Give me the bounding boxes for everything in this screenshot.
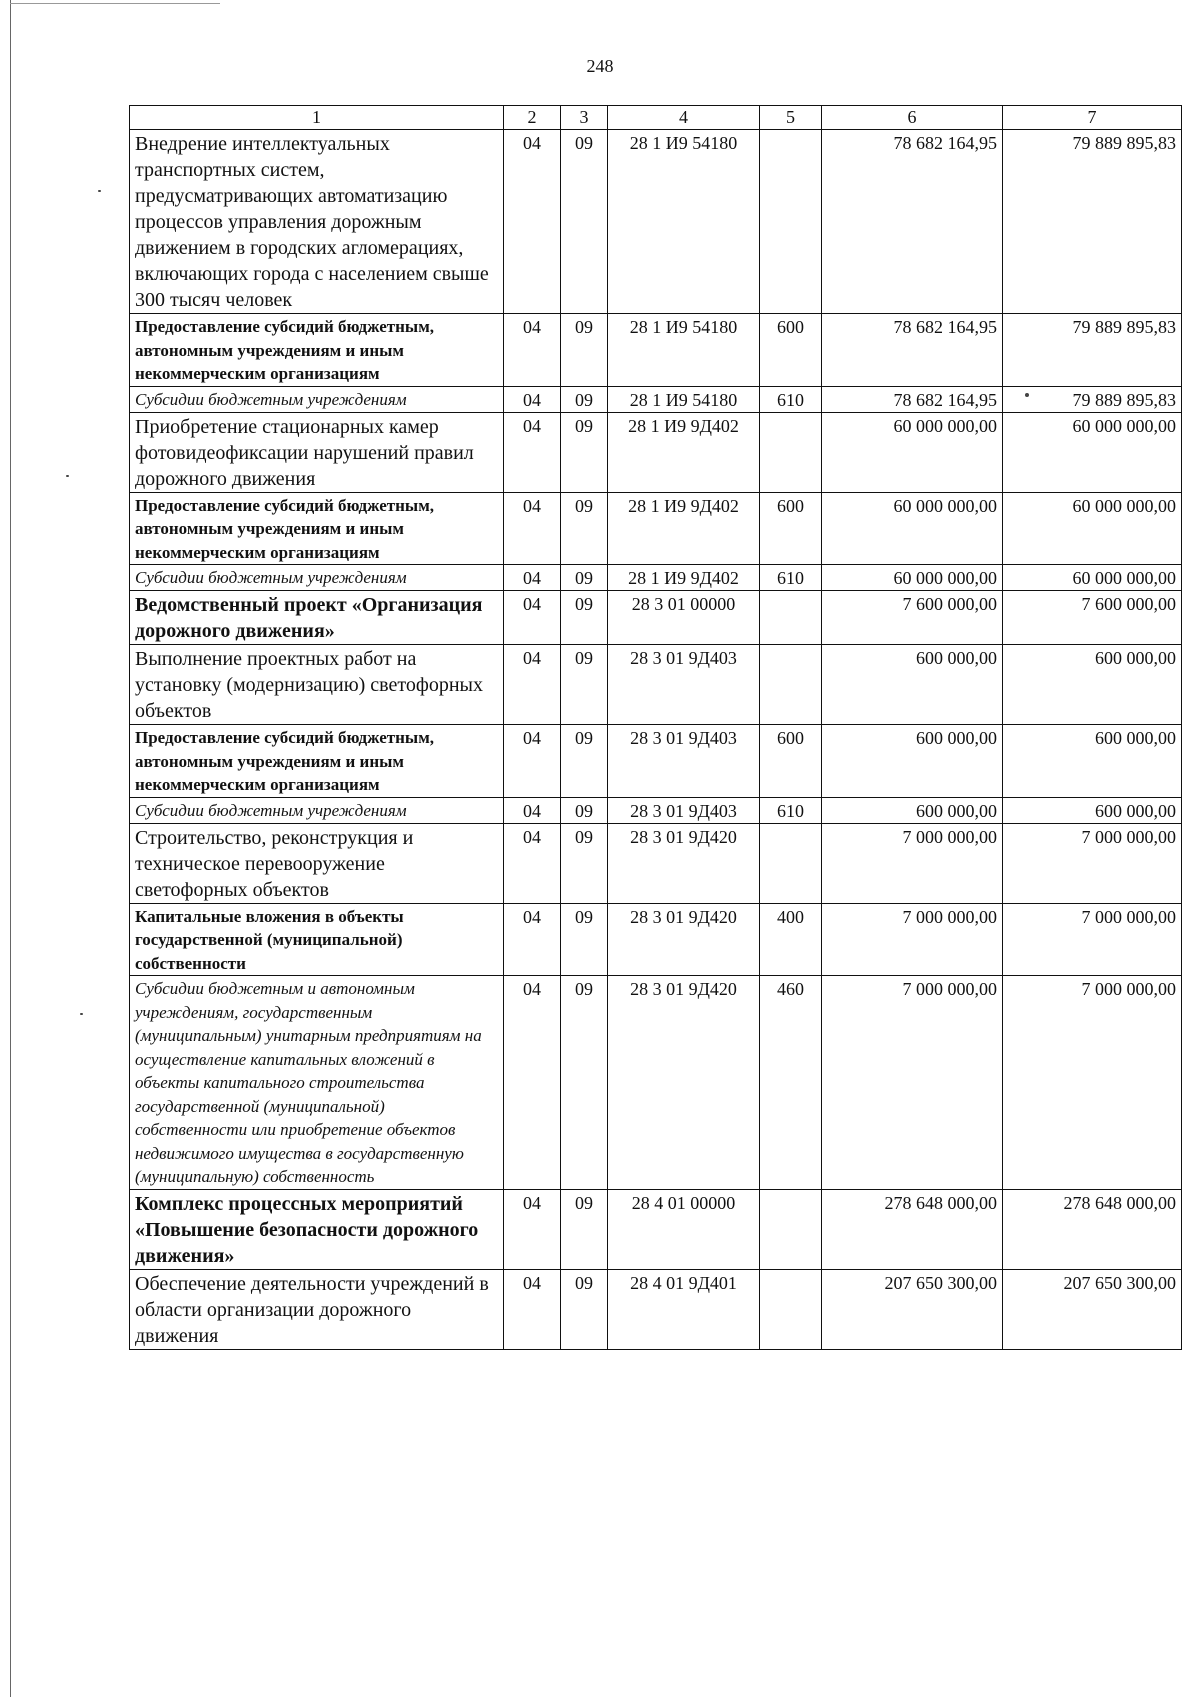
row-amount-2: 60 000 000,00 <box>1003 565 1182 591</box>
row-name: Внедрение интеллектуальных транспортных систем, предусматривающих автоматизацию процессов управления дорожным движением в городских агломерациях, включающих города с населением свыше 300 тысяч человек <box>130 130 504 314</box>
column-header-5: 5 <box>760 106 822 130</box>
row-subsection: 09 <box>561 314 608 387</box>
table-row <box>130 976 1182 1190</box>
row-target-code: 28 1 И9 9Д402 <box>608 412 760 492</box>
row-amount-2: 7 000 000,00 <box>1003 823 1182 903</box>
row-amount-1: 78 682 164,95 <box>822 314 1003 387</box>
row-expense-type: 600 <box>760 492 822 565</box>
row-amount-1: 278 648 000,00 <box>822 1189 1003 1269</box>
page-number: 248 <box>586 56 614 76</box>
row-target-code: 28 3 01 9Д420 <box>608 823 760 903</box>
row-amount-1: 60 000 000,00 <box>822 492 1003 565</box>
row-amount-2: 278 648 000,00 <box>1003 1189 1182 1269</box>
row-amount-1: 78 682 164,95 <box>822 130 1003 314</box>
row-amount-1: 7 600 000,00 <box>822 591 1003 645</box>
row-expense-type: 610 <box>760 565 822 591</box>
scan-top-edge-line <box>10 3 220 4</box>
row-name: Субсидии бюджетным и автономным учреждениям, государственным (муниципальным) унитарным предприятиям на осуществление капитальных вложений в объекты капитального строительства государственной (муниципальной) собственности или приобретение объектов недвижимого имущества в государственную (муниципальную) собственность <box>130 976 504 1190</box>
row-subsection: 09 <box>561 386 608 412</box>
row-target-code: 28 3 01 9Д403 <box>608 797 760 823</box>
row-target-code: 28 4 01 9Д401 <box>608 1269 760 1349</box>
row-amount-1: 78 682 164,95 <box>822 386 1003 412</box>
row-subsection: 09 <box>561 903 608 976</box>
table-row <box>130 797 1182 823</box>
table-row <box>130 412 1182 492</box>
row-amount-1: 7 000 000,00 <box>822 823 1003 903</box>
row-expense-type <box>760 645 822 725</box>
row-section: 04 <box>504 591 561 645</box>
row-name: Ведомственный проект «Организация дорожного движения» <box>130 591 504 645</box>
row-section: 04 <box>504 823 561 903</box>
row-subsection: 09 <box>561 1269 608 1349</box>
row-amount-1: 600 000,00 <box>822 725 1003 798</box>
row-expense-type: 600 <box>760 314 822 387</box>
row-name: Обеспечение деятельности учреждений в области организации дорожного движения <box>130 1269 504 1349</box>
table-row <box>130 1269 1182 1349</box>
row-target-code: 28 3 01 9Д403 <box>608 725 760 798</box>
row-section: 04 <box>504 645 561 725</box>
table-row <box>130 386 1182 412</box>
row-section: 04 <box>504 1269 561 1349</box>
row-target-code: 28 1 И9 54180 <box>608 386 760 412</box>
row-amount-2: 79 889 895,83 <box>1003 130 1182 314</box>
table-row <box>130 823 1182 903</box>
row-expense-type <box>760 412 822 492</box>
row-name: Предоставление субсидий бюджетным, автономным учреждениям и иным некоммерческим организациям <box>130 492 504 565</box>
row-subsection: 09 <box>561 492 608 565</box>
scan-speck <box>80 1013 83 1015</box>
row-subsection: 09 <box>561 130 608 314</box>
row-expense-type: 400 <box>760 903 822 976</box>
row-target-code: 28 1 И9 54180 <box>608 314 760 387</box>
column-header-1: 1 <box>130 106 504 130</box>
row-section: 04 <box>504 1189 561 1269</box>
row-name: Предоставление субсидий бюджетным, автономным учреждениям и иным некоммерческим организациям <box>130 725 504 798</box>
row-amount-2: 60 000 000,00 <box>1003 412 1182 492</box>
row-amount-1: 7 000 000,00 <box>822 903 1003 976</box>
row-section: 04 <box>504 565 561 591</box>
row-expense-type: 610 <box>760 386 822 412</box>
row-amount-1: 7 000 000,00 <box>822 976 1003 1190</box>
scan-speck <box>98 190 101 192</box>
row-section: 04 <box>504 903 561 976</box>
row-expense-type: 460 <box>760 976 822 1190</box>
row-name: Капитальные вложения в объекты государственной (муниципальной) собственности <box>130 903 504 976</box>
row-amount-2: 7 600 000,00 <box>1003 591 1182 645</box>
column-header-7: 7 <box>1003 106 1182 130</box>
row-name: Субсидии бюджетным учреждениям <box>130 386 504 412</box>
row-amount-2: 7 000 000,00 <box>1003 976 1182 1190</box>
row-target-code: 28 3 01 9Д403 <box>608 645 760 725</box>
row-name: Предоставление субсидий бюджетным, автономным учреждениям и иным некоммерческим организациям <box>130 314 504 387</box>
row-subsection: 09 <box>561 797 608 823</box>
row-name: Строительство, реконструкция и техническое перевооружение светофорных объектов <box>130 823 504 903</box>
row-amount-1: 600 000,00 <box>822 797 1003 823</box>
table-row <box>130 492 1182 565</box>
row-target-code: 28 3 01 9Д420 <box>608 976 760 1190</box>
row-expense-type: 610 <box>760 797 822 823</box>
row-section: 04 <box>504 725 561 798</box>
row-subsection: 09 <box>561 645 608 725</box>
row-subsection: 09 <box>561 591 608 645</box>
row-subsection: 09 <box>561 1189 608 1269</box>
row-amount-1: 60 000 000,00 <box>822 412 1003 492</box>
table-row <box>130 591 1182 645</box>
row-target-code: 28 1 И9 54180 <box>608 130 760 314</box>
row-name: Субсидии бюджетным учреждениям <box>130 565 504 591</box>
scan-left-edge-line <box>10 0 11 1697</box>
row-amount-2: 7 000 000,00 <box>1003 903 1182 976</box>
row-target-code: 28 4 01 00000 <box>608 1189 760 1269</box>
row-section: 04 <box>504 386 561 412</box>
row-subsection: 09 <box>561 412 608 492</box>
table-row <box>130 314 1182 387</box>
row-amount-2: 60 000 000,00 <box>1003 492 1182 565</box>
row-name: Выполнение проектных работ на установку (модернизацию) светофорных объектов <box>130 645 504 725</box>
row-name: Комплекс процессных мероприятий «Повышение безопасности дорожного движения» <box>130 1189 504 1269</box>
row-amount-2: 79 889 895,83 <box>1003 314 1182 387</box>
row-expense-type <box>760 130 822 314</box>
column-header-2: 2 <box>504 106 561 130</box>
row-expense-type <box>760 1189 822 1269</box>
row-amount-2: 600 000,00 <box>1003 797 1182 823</box>
scan-speck <box>66 475 69 477</box>
table-row <box>130 645 1182 725</box>
row-section: 04 <box>504 976 561 1190</box>
row-target-code: 28 1 И9 9Д402 <box>608 492 760 565</box>
table-row <box>130 565 1182 591</box>
row-name: Субсидии бюджетным учреждениям <box>130 797 504 823</box>
row-expense-type <box>760 591 822 645</box>
row-expense-type: 600 <box>760 725 822 798</box>
row-subsection: 09 <box>561 725 608 798</box>
row-section: 04 <box>504 412 561 492</box>
row-target-code: 28 3 01 00000 <box>608 591 760 645</box>
row-subsection: 09 <box>561 565 608 591</box>
row-section: 04 <box>504 130 561 314</box>
row-expense-type <box>760 823 822 903</box>
table-row <box>130 1189 1182 1269</box>
table-row <box>130 903 1182 976</box>
row-section: 04 <box>504 314 561 387</box>
row-amount-1: 600 000,00 <box>822 645 1003 725</box>
row-amount-1: 207 650 300,00 <box>822 1269 1003 1349</box>
row-name: Приобретение стационарных камер фотовидеофиксации нарушений правил дорожного движения <box>130 412 504 492</box>
column-header-3: 3 <box>561 106 608 130</box>
row-amount-2: 79 889 895,83 <box>1003 386 1182 412</box>
table-row <box>130 725 1182 798</box>
row-section: 04 <box>504 797 561 823</box>
row-subsection: 09 <box>561 976 608 1190</box>
row-expense-type <box>760 1269 822 1349</box>
row-amount-2: 600 000,00 <box>1003 725 1182 798</box>
table-header-row <box>130 106 1182 130</box>
table-row <box>130 130 1182 314</box>
row-amount-2: 600 000,00 <box>1003 645 1182 725</box>
column-header-6: 6 <box>822 106 1003 130</box>
row-target-code: 28 1 И9 9Д402 <box>608 565 760 591</box>
column-header-4: 4 <box>608 106 760 130</box>
row-target-code: 28 3 01 9Д420 <box>608 903 760 976</box>
row-amount-2: 207 650 300,00 <box>1003 1269 1182 1349</box>
row-section: 04 <box>504 492 561 565</box>
row-subsection: 09 <box>561 823 608 903</box>
budget-table <box>129 105 1182 1350</box>
row-amount-1: 60 000 000,00 <box>822 565 1003 591</box>
